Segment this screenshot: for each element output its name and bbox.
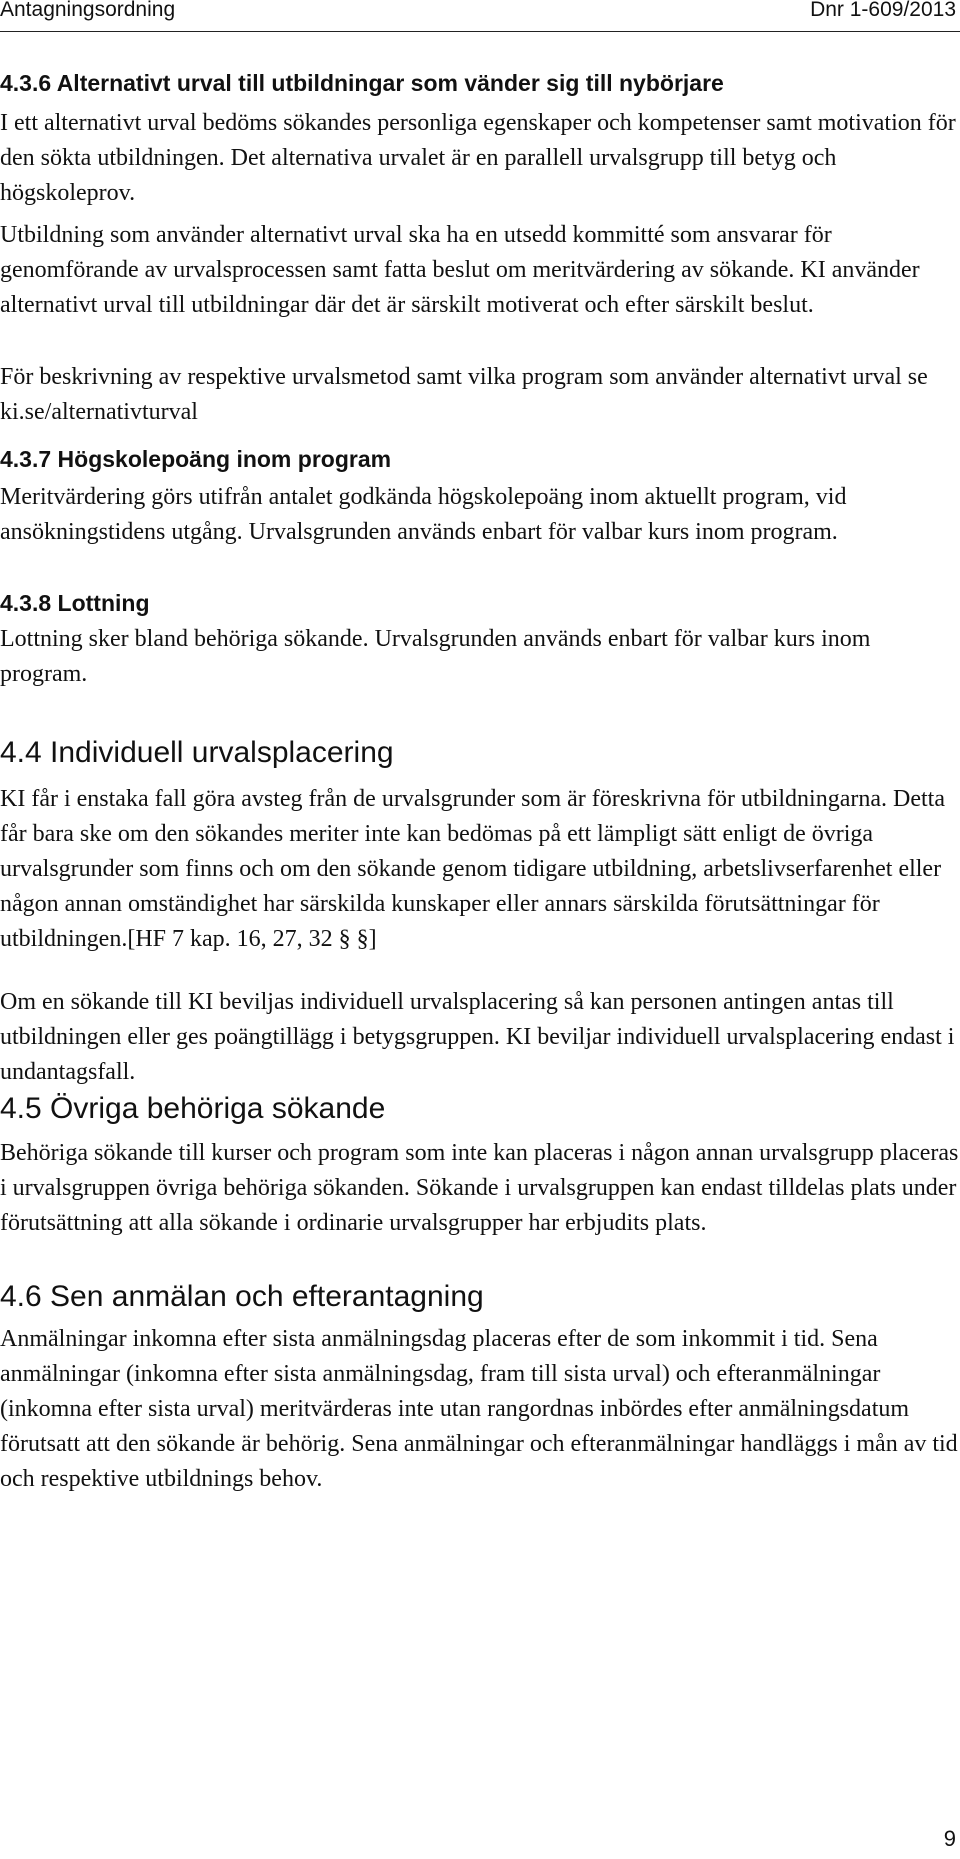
header-document-title: Antagningsordning <box>0 0 176 21</box>
header-divider <box>0 31 960 32</box>
page-number: 9 <box>943 1826 956 1851</box>
paragraph-4-3-6-2: Utbildning som använder alternativt urval ska ha en utsedd kommitté som ansvarar för genomförande av urvalsprocessen samt fatta beslut om meritvärdering av sökande. KI använder alternativt urval till utbildningar där det är särskilt motiverat och efter särskilt beslut. <box>0 222 920 318</box>
heading-4-6: 4.6 Sen anmälan och efterantagning <box>0 1280 484 1313</box>
paragraph-4-3-8: Lottning sker bland behöriga sökande. Urvalsgrunden används enbart för valbar kurs inom program. <box>0 626 871 687</box>
paragraph-4-6: Anmälningar inkomna efter sista anmälningsdag placeras efter de som inkommit i tid. Sena anmälningar (inkomna efter sista anmälningsdag, fram till sista urval) och efteranmälningar (inkomna efter sista urval) meritvärderas inte utan rangordnas inbördes efter anmälningsdatum förutsatt att den sökande är behörig. Sena anmälningar och efteranmälningar handläggs i mån av tid och respektive utbildnings behov. <box>0 1326 958 1492</box>
paragraph-4-4-2: Om en sökande till KI beviljas individuell urvalsplacering så kan personen antingen antas till utbildningen eller ges poängtillägg i betygsgruppen. KI beviljar individuell urvalsplacering endast i undantagsfall. <box>0 989 955 1085</box>
heading-4-4: 4.4 Individuell urvalsplacering <box>0 736 394 769</box>
paragraph-4-4-1: KI får i enstaka fall göra avsteg från de urvalsgrunder som är föreskrivna för utbildningarna. Detta får bara ske om den sökandes meriter inte kan bedömas på ett lämpligt sätt enligt de övriga urvalsgrunder som finns och om den sökande genom tidigare utbildning, arbetslivserfarenhet eller någon annan omständighet har särskilda kunskaper eller annars särskilda förutsättningar för utbildningen.[HF 7 kap. 16, 27, 32 § §] <box>0 786 945 952</box>
page-header <box>0 0 960 36</box>
heading-4-3-8: 4.3.8 Lottning <box>0 590 150 616</box>
header-document-number: Dnr 1-609/2013 <box>810 0 956 21</box>
heading-4-3-6: 4.3.6 Alternativt urval till utbildningar som vänder sig till nybörjare <box>0 70 724 96</box>
heading-4-5: 4.5 Övriga behöriga sökande <box>0 1092 386 1125</box>
paragraph-4-3-6-1: I ett alternativt urval bedöms sökandes personliga egenskaper och kompetenser samt motivation för den sökta utbildningen. Det alternativa urvalet är en parallell urvalsgrupp till betyg och högskoleprov. <box>0 110 956 206</box>
paragraph-4-3-6-3: För beskrivning av respektive urvalsmetod samt vilka program som använder alternativt urval se ki.se/alternativturval <box>0 364 928 425</box>
heading-4-3-7: 4.3.7 Högskolepoäng inom program <box>0 446 392 472</box>
paragraph-4-3-7: Meritvärdering görs utifrån antalet godkända högskolepoäng inom aktuellt program, vid ansökningstidens utgång. Urvalsgrunden används enbart för valbar kurs inom program. <box>0 484 847 545</box>
paragraph-4-5: Behöriga sökande till kurser och program som inte kan placeras i någon annan urvalsgrupp placeras i urvalsgruppen övriga behöriga sökanden. Sökande i urvalsgruppen kan endast tilldelas plats under förutsättning att alla sökande i ordinarie urvalsgrupper har erbjudits plats. <box>0 1140 959 1236</box>
